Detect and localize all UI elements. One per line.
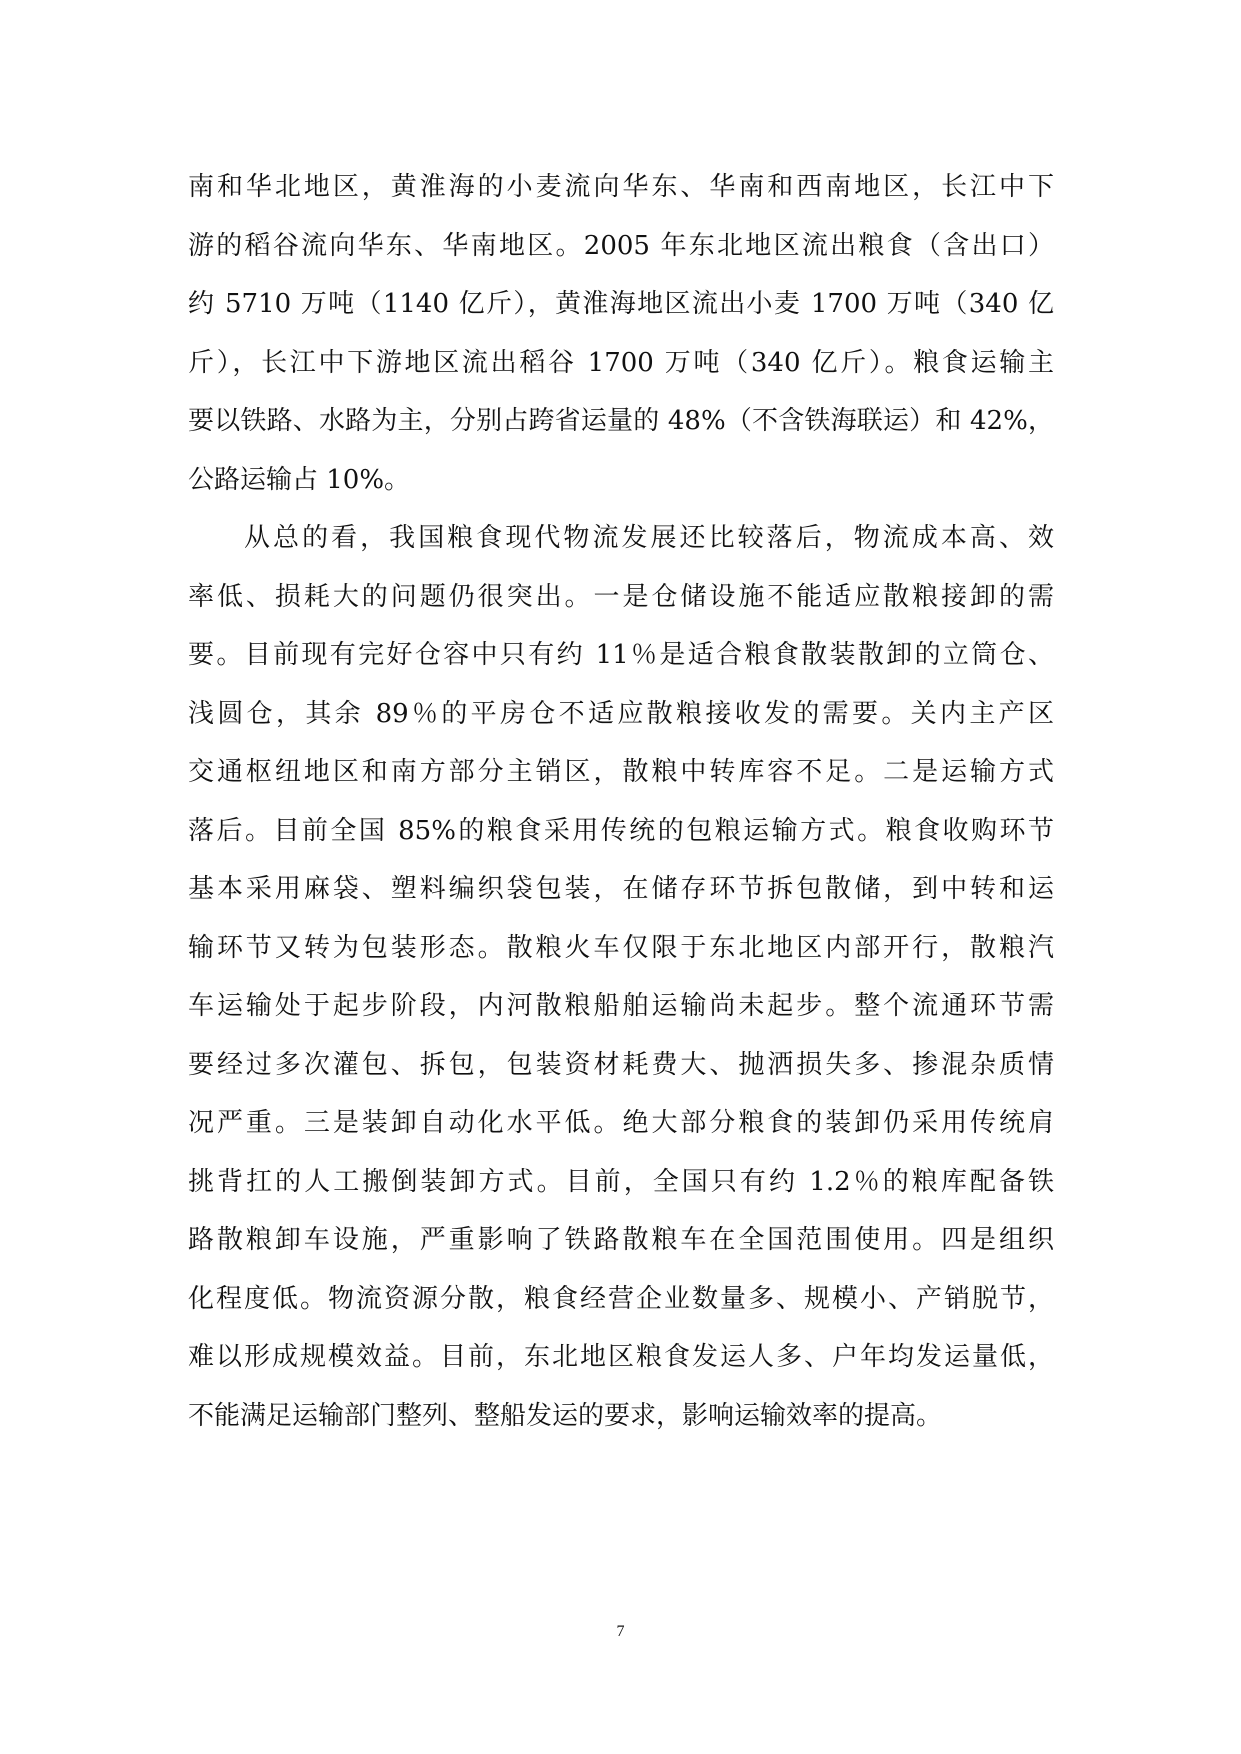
text-line: 不能满足运输部门整列、整船发运的要求，影响运输效率的提高。: [188, 1400, 943, 1431]
text-line: 况严重。三是装卸自动化水平低。绝大部分粮食的装卸仍采用传统肩: [188, 1108, 1054, 1138]
paragraph-1: [188, 158, 1054, 509]
paragraph-2: [188, 509, 1054, 1445]
text-line: 斤），长江中下游地区流出稻谷 1700 万吨（340 亿斤）。粮食运输主: [188, 347, 1054, 378]
text-line: 挑背扛的人工搬倒装卸方式。目前，全国只有约 1.2％的粮库配备铁: [188, 1166, 1054, 1197]
text-line: 输环节又转为包装形态。散粮火车仅限于东北地区内部开行，散粮汽: [188, 932, 1054, 963]
text-line: 南和华北地区，黄淮海的小麦流向华东、华南和西南地区，长江中下: [188, 172, 1054, 202]
text-line: 浅圆仓，其余 89％的平房仓不适应散粮接收发的需要。关内主产区: [188, 698, 1054, 729]
text-line: 难以形成规模效益。目前，东北地区粮食发运人多、户年均发运量低，: [188, 1342, 1054, 1372]
text-line: 车运输处于起步阶段，内河散粮船舶运输尚未起步。整个流通环节需: [188, 991, 1054, 1021]
text-line: 路散粮卸车设施，严重影响了铁路散粮车在全国范围使用。四是组织: [188, 1225, 1054, 1255]
text-line: 基本采用麻袋、塑料编织袋包装，在储存环节拆包散储，到中转和运: [188, 874, 1054, 904]
text-line: 交通枢纽地区和南方部分主销区，散粮中转库容不足。二是运输方式: [188, 757, 1054, 787]
text-line: 要。目前现有完好仓容中只有约 11％是适合粮食散装散卸的立筒仓、: [188, 640, 1054, 670]
text-line: 要以铁路、水路为主，分别占跨省运量的 48%（不含铁海联运）和 42%，: [188, 406, 1054, 436]
text-line: 从总的看，我国粮食现代物流发展还比较落后，物流成本高、效: [244, 523, 1054, 553]
text-line: 公路运输占 10%。: [188, 464, 411, 495]
text-line: 游的稻谷流向华东、华南地区。2005 年东北地区流出粮食（含出口）: [188, 230, 1054, 261]
page-number: 7: [616, 1623, 625, 1640]
text-line: 率低、损耗大的问题仍很突出。一是仓储设施不能适应散粮接卸的需: [188, 581, 1054, 612]
text-line: 化程度低。物流资源分散，粮食经营企业数量多、规模小、产销脱节，: [188, 1283, 1054, 1314]
text-line: 要经过多次灌包、拆包，包装资材耗费大、抛洒损失多、掺混杂质情: [188, 1049, 1054, 1080]
text-line: 约 5710 万吨（1140 亿斤），黄淮海地区流出小麦 1700 万吨（340 亿: [188, 289, 1054, 319]
text-line: 落后。目前全国 85%的粮食采用传统的包粮运输方式。粮食收购环节: [188, 815, 1054, 846]
body-text: [188, 158, 1054, 1445]
